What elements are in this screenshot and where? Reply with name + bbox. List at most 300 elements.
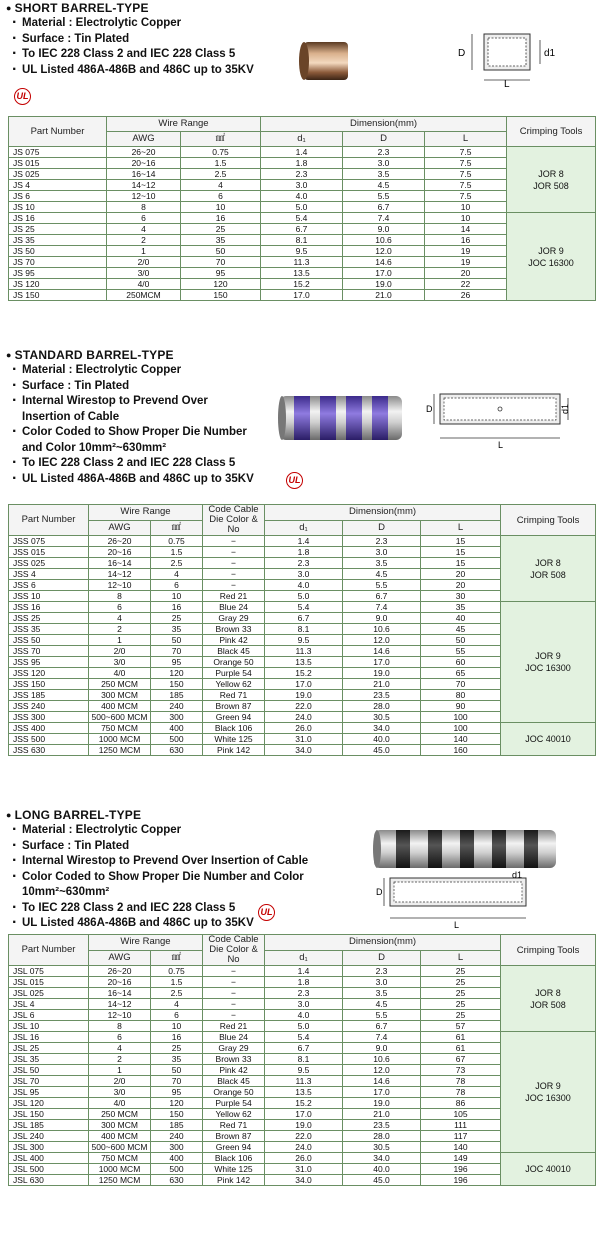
diagram-label-L: L [498,440,504,450]
table-cell: 6 [151,1010,203,1021]
feature-item: · To IEC 228 Class 2 and IEC 228 Class 5 [12,47,600,63]
long-barrel-diagram [376,870,540,930]
table-cell: 19.0 [343,1098,421,1109]
col-header-crimping-tools: Crimping Tools [507,117,596,147]
table-cell: 12~10 [107,191,181,202]
table-cell: 70 [151,646,203,657]
table-cell: 26~20 [89,536,151,547]
part-number-cell: JSL 120 [9,1098,89,1109]
diagram-label-D: D [458,48,466,59]
table-cell: 2 [107,235,181,246]
standard-barrel-table [8,504,596,756]
table-cell: 20 [425,268,507,279]
section-title: ● LONG BARREL-TYPE [6,808,600,822]
table-cell: 1.4 [265,536,343,547]
table-cell: 11.3 [265,1076,343,1087]
col-header-dimension: Dimension(mm) [261,117,507,132]
table-cell: 95 [151,657,203,668]
part-number-cell: JSS 25 [9,613,89,624]
table-cell: 7.4 [343,213,425,224]
table-cell: 1.4 [265,966,343,977]
diagram-label-L: L [454,920,460,930]
table-cell: Black 45 [203,1076,265,1087]
table-cell: 7.5 [425,169,507,180]
table-cell: 3.5 [343,169,425,180]
table-cell: 9.5 [261,246,343,257]
table-cell: 7.5 [425,180,507,191]
table-cell: 80 [421,690,501,701]
table-cell: 78 [421,1087,501,1098]
col-header-L: L [425,132,507,147]
table-cell: 31.0 [265,734,343,745]
table-cell: 1.5 [151,977,203,988]
table-cell: 1 [107,246,181,257]
table-cell: 95 [181,268,261,279]
table-cell: 22.0 [265,1131,343,1142]
table-cell: 3/0 [89,657,151,668]
table-cell: 24.0 [265,712,343,723]
diagram-label-d1: d1 [512,870,523,880]
part-number-cell: JS 6 [9,191,107,202]
col-header-crimping-tools: Crimping Tools [501,505,596,536]
part-number-cell: JS 075 [9,147,107,158]
table-cell: Gray 29 [203,1043,265,1054]
table-cell: 28.0 [343,1131,421,1142]
table-cell: Purple 54 [203,1098,265,1109]
section-standard-barrel [0,348,600,800]
table-cell: Gray 29 [203,613,265,624]
feature-item: · Surface : Tin Plated [12,839,600,855]
table-cell: 12.0 [343,246,425,257]
part-number-cell: JS 4 [9,180,107,191]
table-cell: 5.5 [343,580,421,591]
table-cell: 5.4 [265,1032,343,1043]
table-cell: 400 MCM [89,1131,151,1142]
col-header-D: D [343,132,425,147]
part-number-cell: JSL 400 [9,1153,89,1164]
table-cell: Brown 87 [203,701,265,712]
table-cell: 240 [151,1131,203,1142]
table-cell: 8.1 [261,235,343,246]
col-header-d1: d₁ [265,520,343,536]
table-cell: 4 [151,569,203,580]
table-cell: 34.0 [343,723,421,734]
table-cell: 4/0 [89,1098,151,1109]
table-cell: 16~14 [107,169,181,180]
table-cell: 250 MCM [89,679,151,690]
table-cell: 8.1 [265,1054,343,1065]
table-cell: Red 21 [203,591,265,602]
table-cell: 185 [151,690,203,701]
table-cell: − [203,1010,265,1021]
feature-item: · Color Coded to Show Proper Die Number and Color 10mm²~630mm² [12,870,322,901]
short-barrel-table [8,116,596,301]
table-cell: 3/0 [107,268,181,279]
table-cell: − [203,558,265,569]
table-cell: 15.2 [261,279,343,290]
table-cell: 25 [421,999,501,1010]
short-barrel-diagram [450,20,570,88]
table-cell: 100 [421,723,501,734]
table-cell: 17.0 [265,679,343,690]
table-cell: − [203,569,265,580]
table-cell: 17.0 [261,290,343,301]
table-cell: 4.0 [261,191,343,202]
table-cell: 150 [151,1109,203,1120]
table-cell: 6.7 [261,224,343,235]
table-cell: 4.5 [343,180,425,191]
part-number-cell: JSL 025 [9,988,89,999]
table-cell: 16~14 [89,558,151,569]
part-number-cell: JSL 185 [9,1120,89,1131]
table-cell: 3.0 [343,158,425,169]
table-cell: 28.0 [343,701,421,712]
table-cell: 6.7 [265,613,343,624]
table-cell: Yellow 62 [203,1109,265,1120]
table-cell: 117 [421,1131,501,1142]
table-cell: 16 [151,602,203,613]
part-number-cell: JSL 50 [9,1065,89,1076]
table-cell: 300 [151,1142,203,1153]
col-header-part-number: Part Number [9,505,89,536]
standard-barrel-image [276,392,406,444]
table-cell: 20 [421,580,501,591]
part-number-cell: JSS 4 [9,569,89,580]
table-cell: 185 [151,1120,203,1131]
part-number-cell: JSS 185 [9,690,89,701]
table-cell: 45.0 [343,745,421,756]
table-cell: 4 [89,1043,151,1054]
table-cell: 196 [421,1164,501,1175]
table-cell: 5.0 [265,1021,343,1032]
table-cell: 15.2 [265,1098,343,1109]
table-cell: Purple 54 [203,668,265,679]
table-cell: 0.75 [151,966,203,977]
table-cell: 9.5 [265,1065,343,1076]
table-cell: Green 94 [203,712,265,723]
table-cell: 73 [421,1065,501,1076]
table-cell: 90 [421,701,501,712]
table-cell: 14~12 [89,999,151,1010]
col-header-awg: AWG [89,520,151,536]
feature-item: · Material : Electrolytic Copper [12,823,600,839]
table-cell: 25 [421,977,501,988]
part-number-cell: JS 35 [9,235,107,246]
table-cell: 0.75 [181,147,261,158]
part-number-cell: JSL 015 [9,977,89,988]
table-cell: Blue 24 [203,602,265,613]
table-row [9,147,596,158]
part-number-cell: JSL 25 [9,1043,89,1054]
table-cell: Orange 50 [203,657,265,668]
table-cell: 5.4 [261,213,343,224]
table-cell: 19.0 [343,668,421,679]
table-cell: 3.5 [343,988,421,999]
section-title: ● SHORT BARREL-TYPE [6,1,600,15]
feature-item: · UL Listed 486A-486B and 486C up to 35KV [12,916,600,932]
table-cell: 630 [151,1175,203,1186]
part-number-cell: JSL 300 [9,1142,89,1153]
table-cell: 9.5 [265,635,343,646]
table-cell: Orange 50 [203,1087,265,1098]
table-cell: 500~600 MCM [89,1142,151,1153]
table-cell: 2.3 [343,966,421,977]
table-cell: 111 [421,1120,501,1131]
table-cell: 35 [151,1054,203,1065]
table-cell: 10.6 [343,1054,421,1065]
table-cell: 15.2 [265,668,343,679]
crimping-tool-cell: JOC 40010 [501,723,596,756]
part-number-cell: JSL 70 [9,1076,89,1087]
part-number-cell: JSS 630 [9,745,89,756]
table-cell: White 125 [203,734,265,745]
table-cell: 15 [421,547,501,558]
table-cell: 30.5 [343,712,421,723]
part-number-cell: JSS 95 [9,657,89,668]
standard-barrel-diagram [426,382,576,450]
table-cell: 6 [181,191,261,202]
short-barrel-image [296,36,356,86]
table-cell: 12.0 [343,1065,421,1076]
part-number-cell: JSS 16 [9,602,89,613]
table-cell: 250MCM [107,290,181,301]
table-cell: 9.0 [343,1043,421,1054]
table-cell: Red 71 [203,1120,265,1131]
table-cell: 16~14 [89,988,151,999]
table-cell: 240 [151,701,203,712]
table-cell: 1.8 [261,158,343,169]
table-cell: 2.3 [265,558,343,569]
part-number-cell: JS 025 [9,169,107,180]
col-header-awg: AWG [89,950,151,966]
table-cell: 10 [425,202,507,213]
table-cell: Black 106 [203,1153,265,1164]
table-cell: 5.5 [343,1010,421,1021]
table-cell: 5.0 [261,202,343,213]
table-cell: 2 [89,1054,151,1065]
table-cell: 2/0 [107,257,181,268]
table-cell: 7.5 [425,191,507,202]
feature-item: · UL Listed 486A-486B and 486C up to 35KV [12,63,600,79]
table-cell: 4 [107,224,181,235]
col-header-L: L [421,520,501,536]
table-cell: 12~10 [89,580,151,591]
feature-item: · To IEC 228 Class 2 and IEC 228 Class 5 [12,456,600,472]
table-cell: 16 [181,213,261,224]
table-cell: 1 [89,1065,151,1076]
table-cell: 95 [151,1087,203,1098]
part-number-cell: JS 25 [9,224,107,235]
part-number-cell: JSL 35 [9,1054,89,1065]
part-number-cell: JS 10 [9,202,107,213]
part-number-cell: JSS 150 [9,679,89,690]
table-row [9,1032,596,1043]
table-cell: 12.0 [343,635,421,646]
table-cell: 1000 MCM [89,734,151,745]
crimping-tool-cell: JOR 8 JOR 508 [501,536,596,602]
table-cell: 6.7 [265,1043,343,1054]
table-cell: 2.3 [343,147,425,158]
table-cell: 24.0 [265,1142,343,1153]
col-header-awg: AWG [107,132,181,147]
table-cell: 70 [151,1076,203,1087]
section-long-barrel [0,808,600,1242]
table-cell: 15 [421,558,501,569]
table-cell: 120 [151,668,203,679]
col-header-mm2: ㎟ [151,950,203,966]
table-cell: 19.0 [343,279,425,290]
table-cell: 14 [425,224,507,235]
col-header-wire-range: Wire Range [89,505,203,521]
table-cell: 26 [425,290,507,301]
feature-item: · To IEC 228 Class 2 and IEC 228 Class 5 [12,901,600,917]
table-cell: 120 [181,279,261,290]
table-cell: 16 [425,235,507,246]
table-cell: 65 [421,668,501,679]
table-cell: Pink 42 [203,1065,265,1076]
table-cell: 500 [151,1164,203,1175]
table-cell: 31.0 [265,1164,343,1175]
col-header-wire-range: Wire Range [89,935,203,951]
part-number-cell: JSS 70 [9,646,89,657]
table-cell: 6 [107,213,181,224]
table-cell: 25 [421,988,501,999]
table-cell: 1250 MCM [89,745,151,756]
part-number-cell: JS 50 [9,246,107,257]
table-cell: 60 [421,657,501,668]
table-cell: 19 [425,257,507,268]
table-cell: 400 [151,723,203,734]
table-cell: 17.0 [343,1087,421,1098]
table-cell: 10.6 [343,624,421,635]
table-cell: 4 [151,999,203,1010]
table-cell: 4/0 [107,279,181,290]
col-header-d1: d₁ [265,950,343,966]
table-row [9,1153,596,1164]
table-cell: 160 [421,745,501,756]
table-cell: 30.5 [343,1142,421,1153]
table-cell: 40.0 [343,1164,421,1175]
table-cell: 300 [151,712,203,723]
crimping-tool-cell: JOR 8 JOR 508 [507,147,596,213]
table-cell: 6 [89,1032,151,1043]
table-cell: 26.0 [265,723,343,734]
part-number-cell: JSL 4 [9,999,89,1010]
long-barrel-table [8,934,596,1186]
diagram-label-D: D [426,404,433,414]
part-number-cell: JSS 500 [9,734,89,745]
part-number-cell: JSL 95 [9,1087,89,1098]
table-cell: 20~16 [107,158,181,169]
table-cell: 34.0 [265,1175,343,1186]
table-cell: 8.1 [265,624,343,635]
table-cell: 23.5 [343,690,421,701]
table-cell: 23.5 [343,1120,421,1131]
table-cell: 35 [421,602,501,613]
table-cell: 35 [181,235,261,246]
table-cell: 20~16 [89,547,151,558]
col-header-D: D [343,520,421,536]
table-cell: 1.5 [151,547,203,558]
table-cell: 3.5 [343,558,421,569]
table-cell: 40 [421,613,501,624]
table-cell: 9.0 [343,224,425,235]
table-cell: 149 [421,1153,501,1164]
part-number-cell: JSS 300 [9,712,89,723]
section-short-barrel [0,0,600,340]
table-cell: 17.0 [265,1109,343,1120]
table-cell: Red 21 [203,1021,265,1032]
part-number-cell: JSL 10 [9,1021,89,1032]
table-cell: 300 MCM [89,690,151,701]
diagram-label-L: L [504,79,510,88]
table-cell: 6.7 [343,1021,421,1032]
table-cell: Blue 24 [203,1032,265,1043]
part-number-cell: JSS 400 [9,723,89,734]
feature-item: · Surface : Tin Plated [12,379,600,395]
table-cell: 26~20 [89,966,151,977]
table-cell: 21.0 [343,290,425,301]
table-cell: 14~12 [107,180,181,191]
col-header-dimension: Dimension(mm) [265,935,501,951]
part-number-cell: JSL 075 [9,966,89,977]
table-cell: 630 [151,745,203,756]
table-cell: 67 [421,1054,501,1065]
col-header-L: L [421,950,501,966]
table-cell: Brown 33 [203,1054,265,1065]
ul-logo: UL [258,904,275,921]
part-number-cell: JSS 35 [9,624,89,635]
table-cell: 70 [421,679,501,690]
table-cell: 500~600 MCM [89,712,151,723]
table-cell: 196 [421,1175,501,1186]
table-cell: 2.3 [343,536,421,547]
table-cell: White 125 [203,1164,265,1175]
table-cell: 10 [151,591,203,602]
table-cell: 7.4 [343,602,421,613]
table-cell: Black 106 [203,723,265,734]
table-cell: 2 [89,624,151,635]
table-cell: 86 [421,1098,501,1109]
table-cell: 7.5 [425,158,507,169]
part-number-cell: JS 16 [9,213,107,224]
table-cell: 50 [421,635,501,646]
table-cell: 6.7 [343,202,425,213]
table-cell: 4.0 [265,1010,343,1021]
table-cell: 34.0 [343,1153,421,1164]
table-cell: 25 [151,613,203,624]
long-barrel-image [370,824,560,874]
table-cell: 14~12 [89,569,151,580]
table-cell: 25 [421,1010,501,1021]
table-cell: Red 71 [203,690,265,701]
table-cell: 50 [181,246,261,257]
table-cell: − [203,966,265,977]
table-cell: 140 [421,1142,501,1153]
table-cell: 10 [151,1021,203,1032]
table-cell: 19.0 [265,690,343,701]
table-cell: − [203,999,265,1010]
table-cell: 26.0 [265,1153,343,1164]
part-number-cell: JSL 6 [9,1010,89,1021]
part-number-cell: JS 015 [9,158,107,169]
section-title: ● STANDARD BARREL-TYPE [6,348,600,362]
table-cell: 30 [421,591,501,602]
table-cell: 6 [89,602,151,613]
table-cell: 14.6 [343,646,421,657]
table-cell: 1 [89,635,151,646]
table-cell: 2.5 [181,169,261,180]
